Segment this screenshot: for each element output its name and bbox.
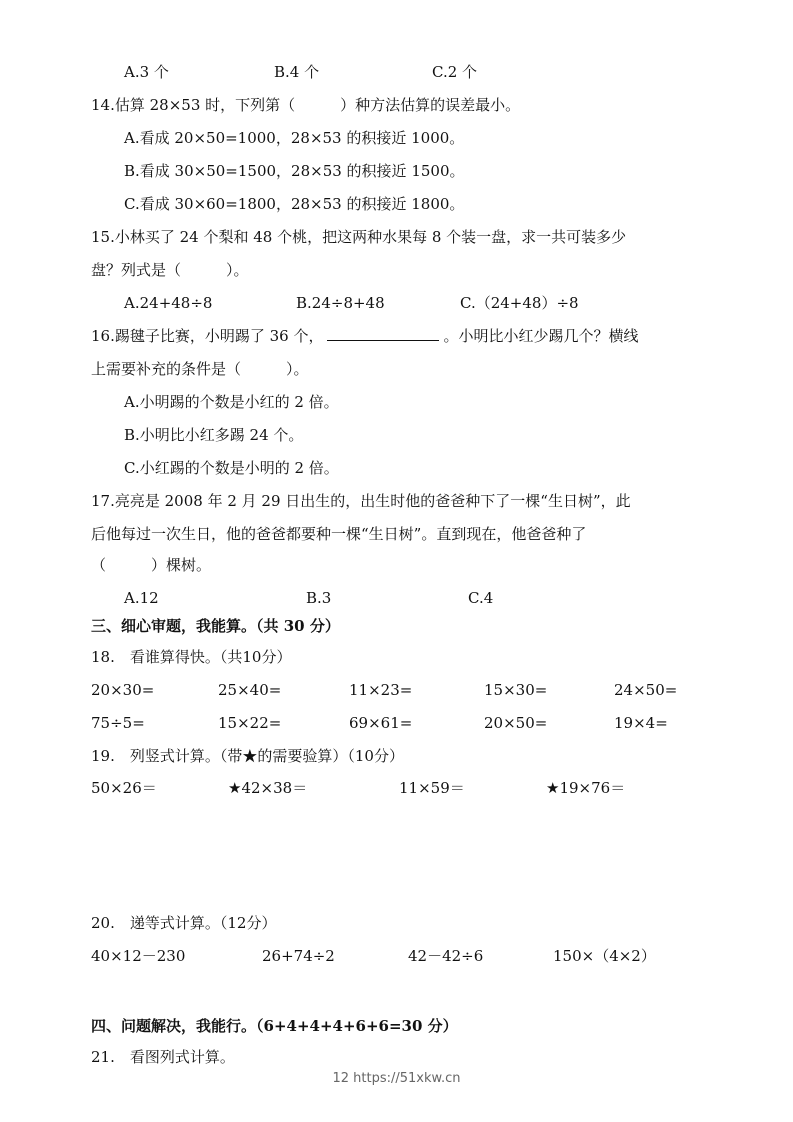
q20-title: 20. 递等式计算。（12分） bbox=[91, 914, 277, 932]
footer-url: https://51xkw.cn bbox=[353, 1071, 461, 1086]
q20-item: 26+74÷2 bbox=[262, 947, 335, 965]
q17-line3: （ ）棵树。 bbox=[91, 556, 212, 574]
q18-item: 11×23= bbox=[349, 681, 413, 699]
page-number: 12 bbox=[332, 1071, 350, 1086]
q15-option-c: C.（24+48）÷8 bbox=[460, 294, 579, 312]
section4-title: 四、问题解决，我能行。（6+4+4+4+6+6=30 分） bbox=[91, 1017, 458, 1035]
q16-fill-blank bbox=[327, 326, 439, 341]
q14-option-b: B.看成 30×50=1500，28×53 的积接近 1500。 bbox=[124, 162, 465, 180]
q16-option-b: B.小明比小红多踢 24 个。 bbox=[124, 426, 304, 444]
q19-item: 50×26＝ bbox=[91, 779, 157, 797]
q18-item: 20×30= bbox=[91, 681, 155, 699]
q16-option-a: A.小明踢的个数是小红的 2 倍。 bbox=[124, 393, 339, 411]
q17-line1: 17.亮亮是 2008 年 2 月 29 日出生的，出生时他的爸爸种下了一棵“生日树”，此 bbox=[91, 492, 631, 510]
q14-option-c: C.看成 30×60=1800，28×53 的积接近 1800。 bbox=[124, 195, 465, 213]
q18-item: 15×30= bbox=[484, 681, 548, 699]
q18-item: 69×61= bbox=[349, 714, 413, 732]
q13-option-a: A.3 个 bbox=[124, 63, 169, 81]
q15-option-b: B.24÷8+48 bbox=[296, 294, 385, 312]
q18-item: 15×22= bbox=[218, 714, 282, 732]
q16-option-c: C.小红踢的个数是小明的 2 倍。 bbox=[124, 459, 339, 477]
q13-option-c: C.2 个 bbox=[432, 63, 478, 81]
q18-item: 19×4= bbox=[614, 714, 668, 732]
q16-line1-post: 。小明比小红少踢几个？横线 bbox=[443, 327, 639, 345]
page-footer bbox=[0, 1071, 793, 1086]
q18-title: 18. 看谁算得快。（共10分） bbox=[91, 648, 292, 666]
q16-line2: 上需要补充的条件是（ ）。 bbox=[91, 360, 309, 378]
q18-item: 75÷5= bbox=[91, 714, 145, 732]
q17-option-a: A.12 bbox=[124, 589, 159, 607]
q21-title: 21. 看图列式计算。 bbox=[91, 1048, 235, 1066]
q15-line1: 15.小林买了 24 个梨和 48 个桃，把这两种水果每 8 个装一盘，求一共可装多少 bbox=[91, 228, 627, 246]
q14-stem: 14.估算 28×53 时，下列第（ ）种方法估算的误差最小。 bbox=[91, 96, 521, 114]
q19-item: 11×59＝ bbox=[399, 779, 465, 797]
q20-item: 150×（4×2） bbox=[553, 947, 656, 965]
q18-item: 24×50= bbox=[614, 681, 678, 699]
q16-line1-pre: 16.踢毽子比赛，小明踢了 36 个， bbox=[91, 327, 324, 345]
q19-item: ★42×38＝ bbox=[228, 779, 308, 797]
q17-line2: 后他每过一次生日，他的爸爸都要种一棵“生日树”。直到现在，他爸爸种了 bbox=[91, 525, 587, 543]
q16-line1 bbox=[91, 326, 639, 346]
q20-item: 40×12－230 bbox=[91, 947, 186, 965]
section3-title: 三、细心审题，我能算。（共 30 分） bbox=[91, 617, 340, 635]
q17-option-b: B.3 bbox=[306, 589, 332, 607]
q13-option-b: B.4 个 bbox=[274, 63, 320, 81]
q15-line2: 盘？列式是（ ）。 bbox=[91, 261, 249, 279]
q18-item: 20×50= bbox=[484, 714, 548, 732]
q19-item: ★19×76＝ bbox=[546, 779, 626, 797]
q15-option-a: A.24+48÷8 bbox=[124, 294, 213, 312]
q14-option-a: A.看成 20×50=1000，28×53 的积接近 1000。 bbox=[124, 129, 465, 147]
q20-item: 42－42÷6 bbox=[408, 947, 484, 965]
q19-title: 19. 列竖式计算。（带★的需要验算）（10分） bbox=[91, 747, 404, 765]
q18-item: 25×40= bbox=[218, 681, 282, 699]
q17-option-c: C.4 bbox=[468, 589, 494, 607]
